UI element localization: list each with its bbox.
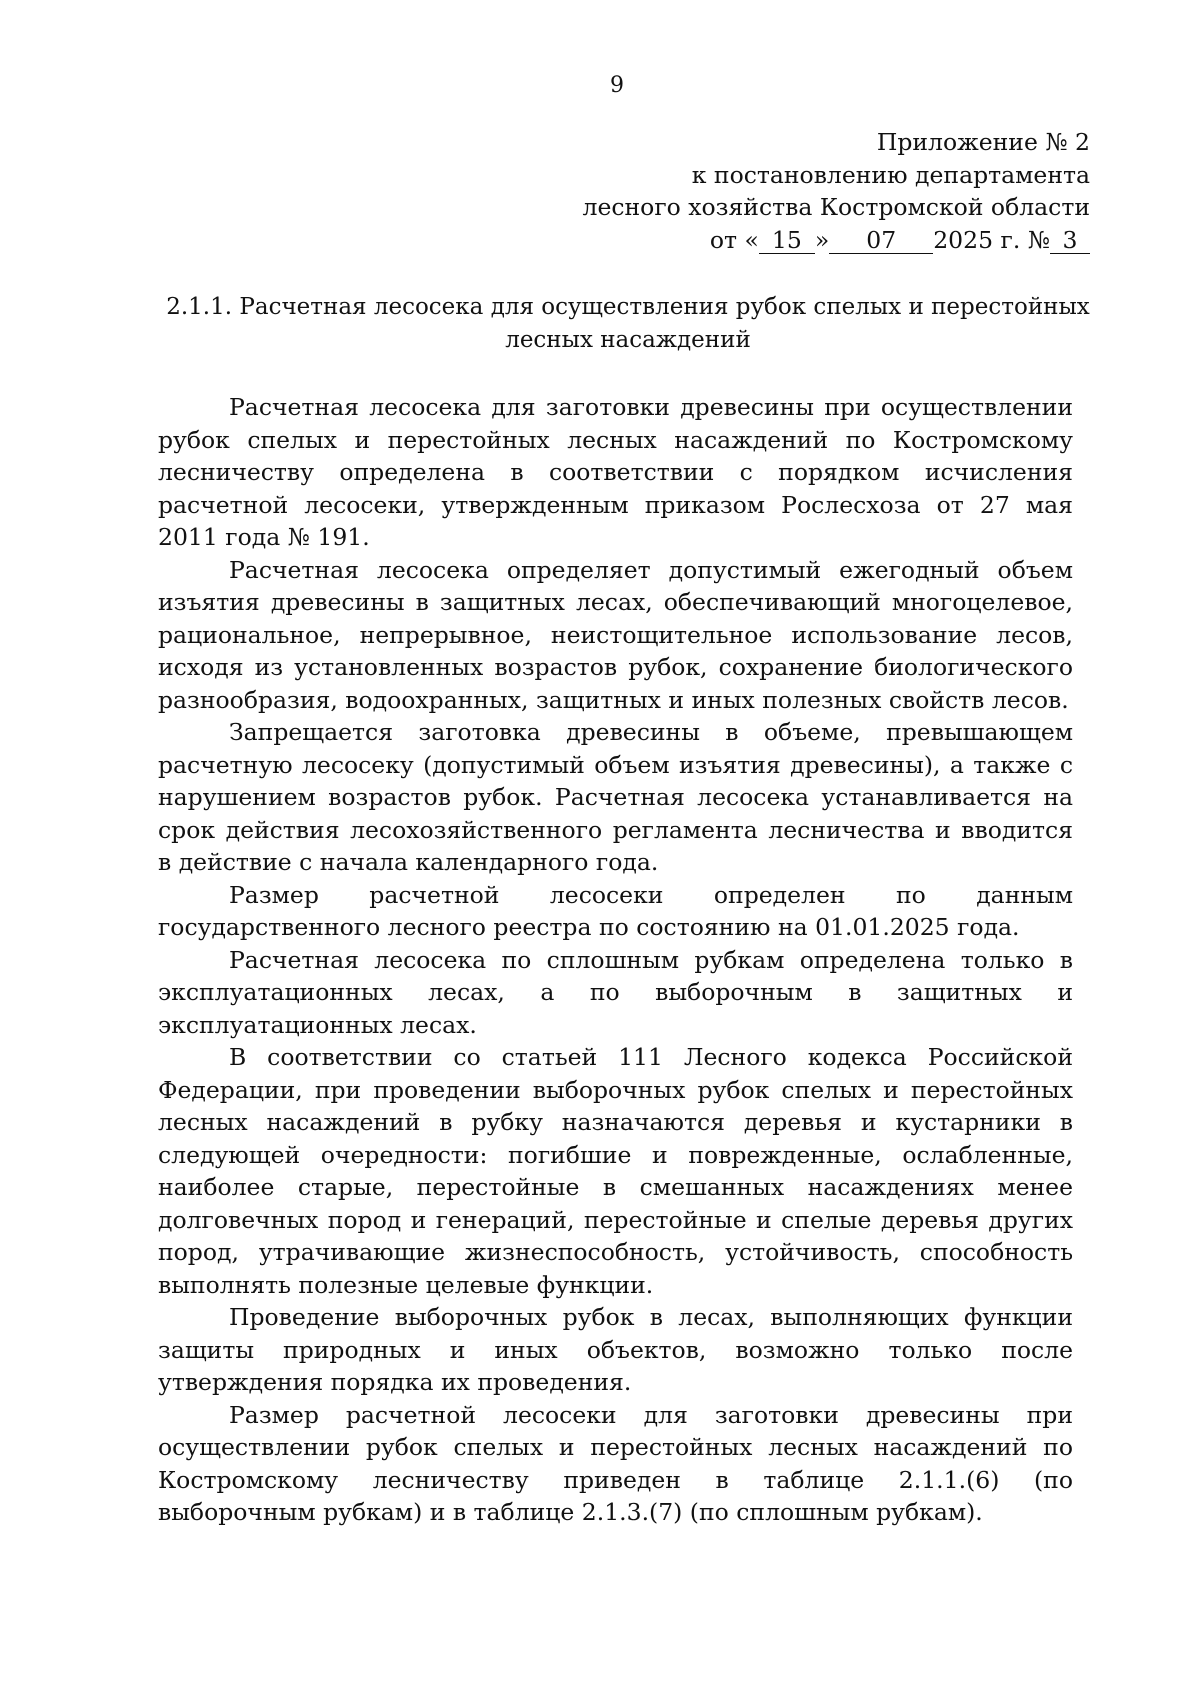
appendix-date-line bbox=[530, 224, 1090, 257]
appendix-title: Приложение № 2 bbox=[876, 128, 1090, 156]
date-day-close: » bbox=[814, 225, 830, 254]
decree-number: 3 bbox=[1050, 227, 1090, 254]
paragraph: Запрещается заготовка древесины в объеме, превышающем расчетную лесосеку (допустимый объем изъятия древесины), а также с нарушением возрастов рубок. Расчетная лесосека устанавливается на срок действия лесохозяйственного регламента лесничества и вводится в действие с начала календарного года. bbox=[158, 718, 1073, 876]
appendix-header bbox=[530, 126, 1090, 256]
appendix-reference: к постановлению департамента bbox=[691, 160, 1090, 189]
page-number: 9 bbox=[610, 73, 624, 98]
appendix-department: лесного хозяйства Костромской области bbox=[582, 193, 1090, 221]
paragraph: Расчетная лесосека по сплошным рубкам определена только в эксплуатационных лесах, а по выборочным в защитных и эксплуатационных лесах. bbox=[158, 945, 1073, 1039]
paragraph: Проведение выборочных рубок в лесах, выполняющих функции защиты природных и иных объектов, возможно только после утверждения порядка их проведения. bbox=[158, 1303, 1073, 1396]
date-day: 15 bbox=[759, 227, 815, 254]
paragraph: Размер расчетной лесосеки для заготовки древесины при осуществлении рубок спелых и перестойных лесных насаждений по Костромскому лесничеству приведен в таблице 2.1.1.(6) (по выборочным рубкам) и в таблице 2.1.3.(7) (по сплошным рубкам). bbox=[158, 1400, 1073, 1526]
section-title-line-1: 2.1.1. Расчетная лесосека для осуществления рубок спелых и перестойных bbox=[166, 294, 1090, 320]
date-month: 07 bbox=[829, 227, 933, 254]
date-prefix: от « bbox=[709, 225, 759, 254]
paragraph: Расчетная лесосека для заготовки древесины при осуществлении рубок спелых и перестойных лесных насаждений по Костромскому лесничеству определена в соответствии с порядком исчисления расчетной лесосеки, утвержденным приказом Рослесхоза от 27 мая 2011 года № 191. bbox=[158, 393, 1073, 551]
paragraph: Расчетная лесосека определяет допустимый ежегодный объем изъятия древесины в защитных лесах, обеспечивающий многоцелевое, рациональное, непрерывное, неистощительное использование лесов, исходя из установленных возрастов рубок, сохранение биологического разнообразия, водоохранных, защитных и иных полезных свойств лесов. bbox=[158, 555, 1073, 714]
body-text bbox=[158, 391, 1073, 1529]
section-title bbox=[158, 291, 1098, 356]
date-year: 2025 г. № bbox=[933, 225, 1050, 254]
paragraph: В соответствии со статьей 111 Лесного кодекса Российской Федерации, при проведении выборочных рубок спелых и перестойных лесных насаждений в рубку назначаются деревья и кустарники в следующей очередности: погибшие и поврежденные, ослабленные, наиболее старые, перестойные в смешанных насаждениях менее долговечных пород и генераций, перестойные и спелые деревья других пород, утрачивающие жизнеспособность, устойчивость, способность выполнять полезные целевые функции. bbox=[158, 1043, 1073, 1299]
section-title-line-2: лесных насаждений bbox=[505, 326, 751, 353]
paragraph: Размер расчетной лесосеки определен по данным государственного лесного реестра по состоянию на 01.01.2025 года. bbox=[158, 880, 1073, 941]
